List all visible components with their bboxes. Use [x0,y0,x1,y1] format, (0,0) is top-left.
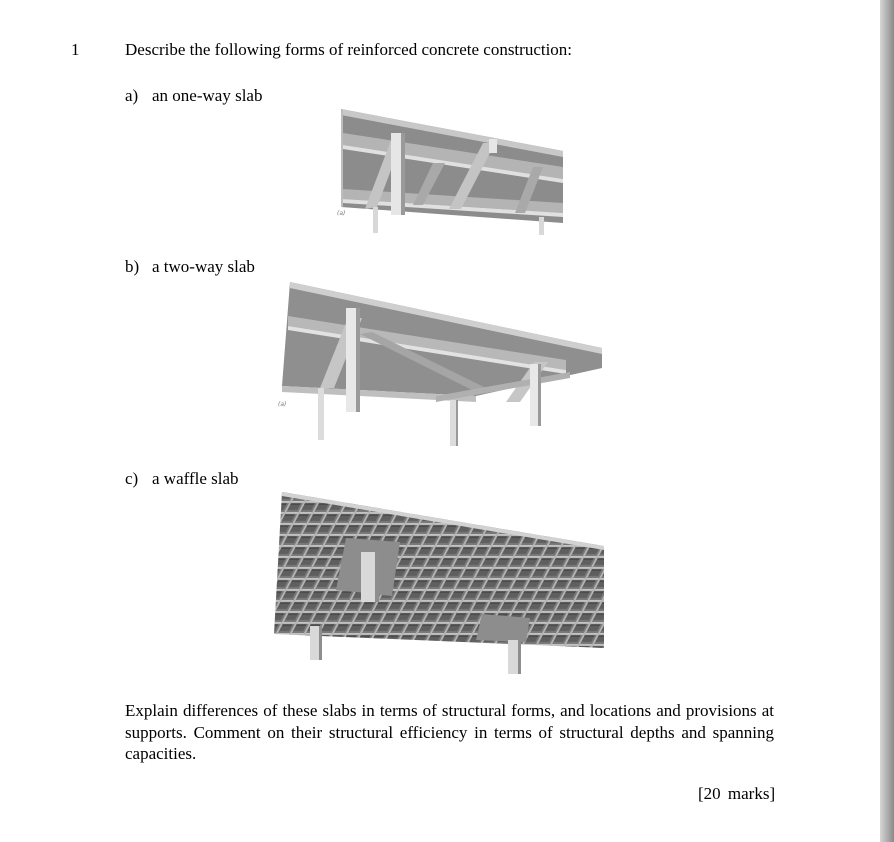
item-text: an one-way slab [152,86,263,105]
question-prompt: Describe the following forms of reinforced concrete construction: [125,40,573,59]
explanation-paragraph: Explain differences of these slabs in terms of structural forms, and locations and provisions at supports. Comment on their structural efficiency in terms of structural depths and spanning capacities. [125,701,774,763]
figure-caption: (a) [278,401,287,408]
item-label: c) [125,469,139,488]
item-two-way-slab [125,257,255,277]
item-text: a waffle slab [152,469,239,488]
waffle-slab-figure [268,490,610,678]
marks-label: [20 marks] [698,784,776,803]
item-one-way-slab [125,86,262,106]
item-text: a two-way slab [152,257,255,276]
two-way-slab-figure [276,278,606,450]
figure-caption: (a) [337,210,346,217]
page-scroll-edge [880,0,894,842]
item-label: a) [125,86,139,105]
item-label: b) [125,257,140,276]
question-number: 1 [71,40,80,59]
one-way-slab-figure [333,105,568,237]
item-waffle-slab [125,469,239,489]
